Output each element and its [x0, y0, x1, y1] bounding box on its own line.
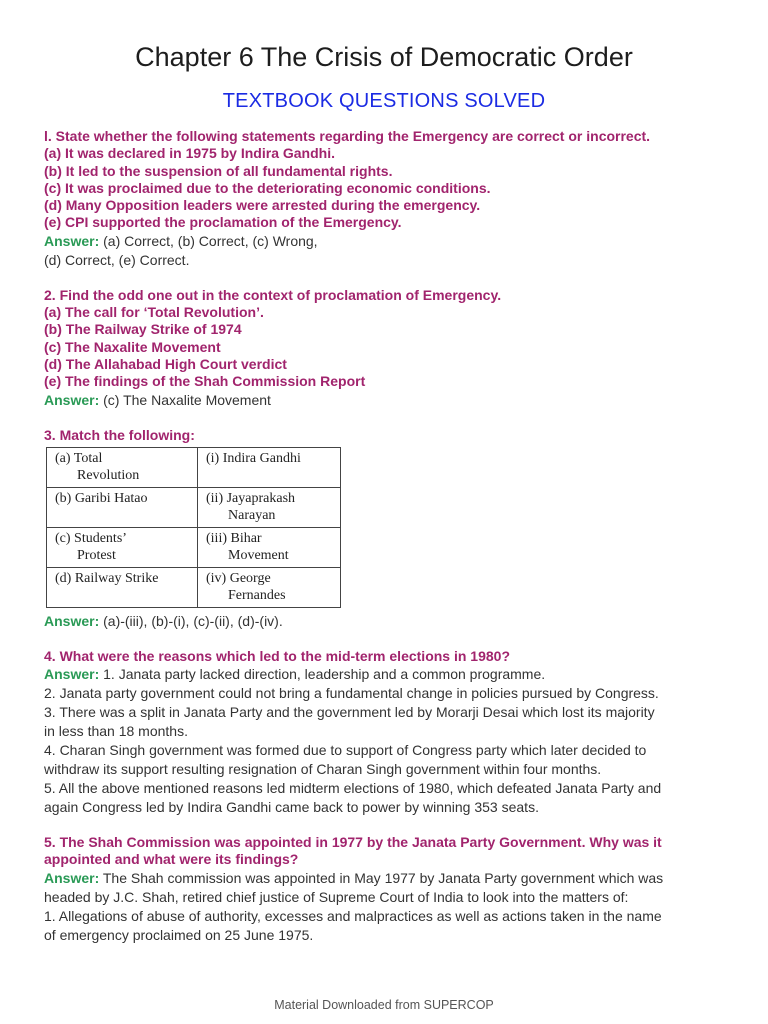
table-cell: (iii) Bihar Movement — [198, 527, 341, 567]
document-body — [44, 128, 734, 945]
answer-text: 4. Charan Singh government was formed due to support of Congress party which later decided to — [44, 742, 647, 759]
answer-text: headed by J.C. Shah, retired chief justice of Supreme Court of India to look into the matters of: — [44, 888, 629, 905]
table-cell: (ii) Jayaprakash Narayan — [198, 487, 341, 527]
table-cell: (c) Students’ Protest — [47, 527, 198, 567]
table-cell: (a) Total Revolution — [47, 447, 198, 487]
answer-label: Answer: — [44, 869, 100, 886]
table-row — [47, 527, 341, 567]
answer-text: (c) The Naxalite Movement — [99, 391, 271, 408]
answer-text: 2. Janata party government could not bring a fundamental change in policies pursued by Congress. — [44, 685, 659, 702]
match-table — [46, 447, 341, 608]
answer-text: again Congress led by Indira Gandhi came back to power by winning 353 seats. — [44, 799, 539, 816]
question-line: 2. Find the odd one out in the context of proclamation of Emergency. — [44, 286, 502, 303]
question-line: 4. What were the reasons which led to the mid-term elections in 1980? — [44, 647, 511, 664]
answer-text: (a)-(iii), (b)-(i), (c)-(ii), (d)-(iv). — [99, 612, 283, 629]
table-cell: (d) Railway Strike — [47, 567, 198, 607]
page-subtitle: TEXTBOOK QUESTIONS SOLVED — [222, 90, 546, 112]
answer-text: The Shah commission was appointed in May 1977 by Janata Party government which was — [99, 869, 664, 886]
answer-label: Answer: — [44, 666, 100, 683]
answer-text: 3. There was a split in Janata Party and the government led by Morarji Desai which lost its majority — [44, 704, 655, 721]
table-row — [47, 447, 341, 487]
table-cell: (i) Indira Gandhi — [198, 447, 341, 487]
question-4 — [44, 648, 734, 817]
question-line: (c) The Naxalite Movement — [44, 338, 221, 355]
answer-3 — [44, 612, 734, 631]
table-cell: (b) Garibi Hatao — [47, 487, 198, 527]
table-row — [47, 567, 341, 607]
question-line: l. State whether the following statements regarding the Emergency are correct or incorrect. — [44, 128, 651, 144]
question-5 — [44, 834, 734, 945]
question-1 — [44, 128, 734, 270]
answer-text: (a) Correct, (b) Correct, (c) Wrong, — [99, 232, 318, 249]
question-line: (e) The findings of the Shah Commission Report — [44, 373, 366, 390]
answer-text: 5. All the above mentioned reasons led midterm elections of 1980, which defeated Janata Party and — [44, 780, 662, 797]
question-line: (a) The call for ‘Total Revolution’. — [44, 304, 264, 321]
question-2 — [44, 287, 734, 410]
question-line: appointed and what were its findings? — [44, 851, 299, 868]
answer-label: Answer: — [44, 232, 100, 249]
answer-4 — [44, 665, 734, 684]
answer-text: 1. Janata party lacked direction, leadership and a common programme. — [99, 666, 546, 683]
question-3 — [44, 427, 734, 631]
answer-label: Answer: — [44, 391, 100, 408]
answer-text: (d) Correct, (e) Correct. — [44, 251, 190, 268]
question-line: (b) It led to the suspension of all fundamental rights. — [44, 162, 393, 179]
answer-2 — [44, 391, 734, 410]
question-line: 5. The Shah Commission was appointed in 1977 by the Janata Party Government. Why was it — [44, 834, 662, 851]
answer-5 — [44, 869, 734, 888]
answer-1 — [44, 232, 734, 251]
question-line: (d) Many Opposition leaders were arrested during the emergency. — [44, 197, 481, 214]
footer-text: Material Downloaded from SUPERCOP — [274, 998, 494, 1012]
question-line: 3. Match the following: — [44, 426, 195, 443]
question-line: (d) The Allahabad High Court verdict — [44, 355, 287, 372]
answer-label: Answer: — [44, 612, 100, 629]
question-line: (c) It was proclaimed due to the deteriorating economic conditions. — [44, 179, 491, 196]
page-title: Chapter 6 The Crisis of Democratic Order — [135, 42, 633, 72]
answer-text: in less than 18 months. — [44, 723, 188, 740]
answer-text: withdraw its support resulting resignation of Charan Singh government within four months. — [44, 761, 602, 778]
question-line: (a) It was declared in 1975 by Indira Gandhi. — [44, 145, 335, 162]
question-line: (b) The Railway Strike of 1974 — [44, 321, 242, 338]
question-line: (e) CPI supported the proclamation of the Emergency. — [44, 214, 402, 231]
answer-text: 1. Allegations of abuse of authority, excesses and malpractices as well as actions taken in the name — [44, 907, 662, 924]
table-row — [47, 487, 341, 527]
answer-text: of emergency proclaimed on 25 June 1975. — [44, 926, 314, 943]
table-cell: (iv) George Fernandes — [198, 567, 341, 607]
